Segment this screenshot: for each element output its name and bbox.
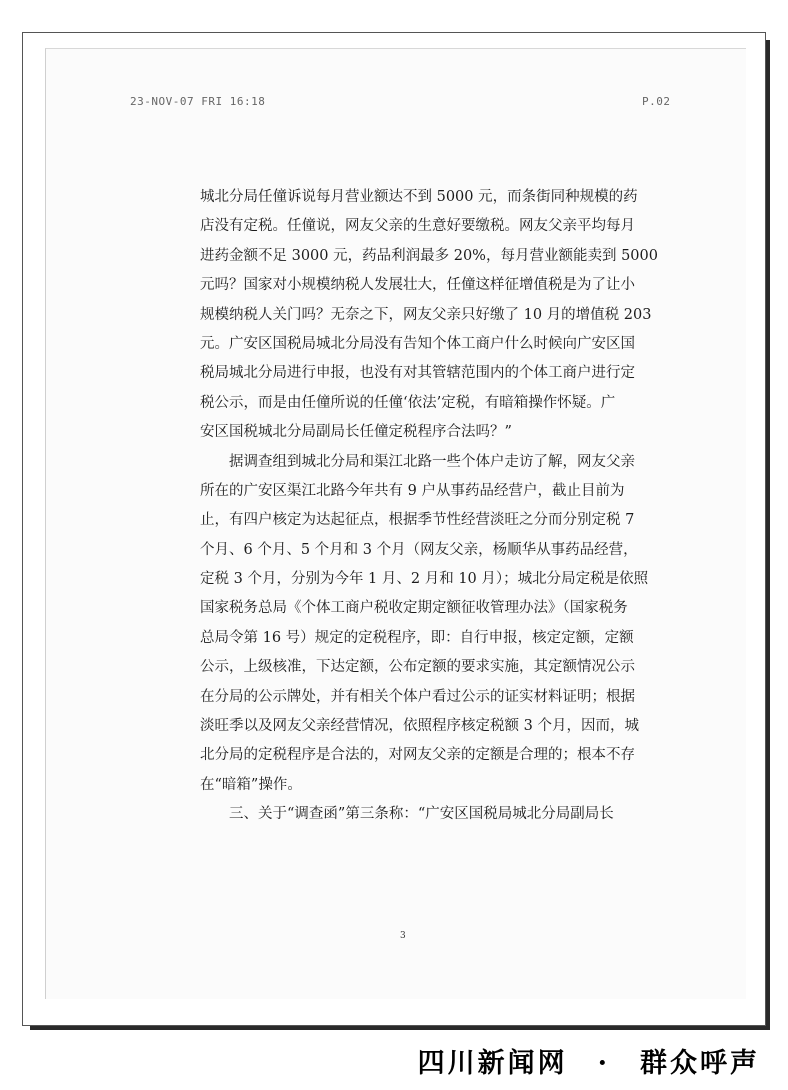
document-body: [200, 183, 658, 830]
text-line: 在“暗箱”操作。: [200, 776, 302, 793]
text-line: 元。广安区国税局城北分局没有告知个体工商户什么时候向广安区国: [200, 335, 635, 352]
text-line: 城北分局任僮诉说每月营业额达不到 5000 元，而条街同种规模的药: [200, 189, 638, 205]
text-line: 规模纳税人关门吗？无奈之下，网友父亲只好缴了 10 月的增值税 203: [200, 306, 652, 323]
text-line: 在分局的公示牌处，并有相关个体户看过公示的证实材料证明；根据: [200, 688, 635, 705]
text-line: 止，有四户核定为达起征点，根据季节性经营淡旺之分而分别定税 7: [200, 512, 635, 529]
text-line: 据调查组到城北分局和渠江北路一些个体户走访了解，网友父亲: [200, 453, 635, 470]
text-line: 安区国税城北分局副局长任僮定税程序合法吗？”: [200, 424, 512, 441]
text-line: 税局城北分局进行申报，也没有对其管辖范围内的个体工商户进行定: [200, 365, 635, 382]
text-line: 所在的广安区渠江北路今年共有 9 户从事药品经营户，截止目前为: [200, 482, 625, 499]
text-line: 国家税务总局《个体工商户税收定期定额征收管理办法》（国家税务: [200, 600, 628, 617]
text-line: 总局令第 16 号）规定的定税程序，即：自行申报，核定定额，定额: [200, 629, 634, 646]
text-line: 店没有定税。任僮说，网友父亲的生意好要缴税。网友父亲平均每月: [200, 218, 635, 235]
text-line: 公示，上级核准，下达定额，公布定额的要求实施，其定额情况公示: [200, 659, 635, 676]
text-line: 三、关于“调查函”第三条称：“广安区国税局城北分局副局长: [200, 806, 614, 823]
text-line: 元吗？国家对小规模纳税人发展壮大，任僮这样征增值税是为了让小: [200, 277, 635, 294]
text-line: 个月、6 个月、5 个月和 3 个月（网友父亲，杨顺华从事药品经营，: [200, 541, 638, 558]
text-line: 进药金额不足 3000 元，药品利润最多 20%，每月营业额能卖到 5000: [200, 247, 658, 264]
text-line: 淡旺季以及网友父亲经营情况，依照程序核定税额 3 个月，因而，城: [200, 718, 639, 735]
fax-page-indicator: P.02: [642, 95, 671, 108]
site-footer-caption: 四川新闻网 · 群众呼声: [417, 1048, 760, 1079]
text-line: 定税 3 个月，分别为今年 1 月、2 月和 10 月）；城北分局定税是依照: [200, 571, 649, 588]
fax-timestamp: 23-NOV-07 FRI 16:18: [130, 95, 266, 108]
text-line: 税公示，而是由任僮所说的任僮‘依法’定税，有暗箱操作怀疑。广: [200, 394, 616, 411]
page-number: 3: [400, 931, 406, 941]
text-line: 北分局的定税程序是合法的，对网友父亲的定额是合理的；根本不存: [200, 747, 635, 764]
